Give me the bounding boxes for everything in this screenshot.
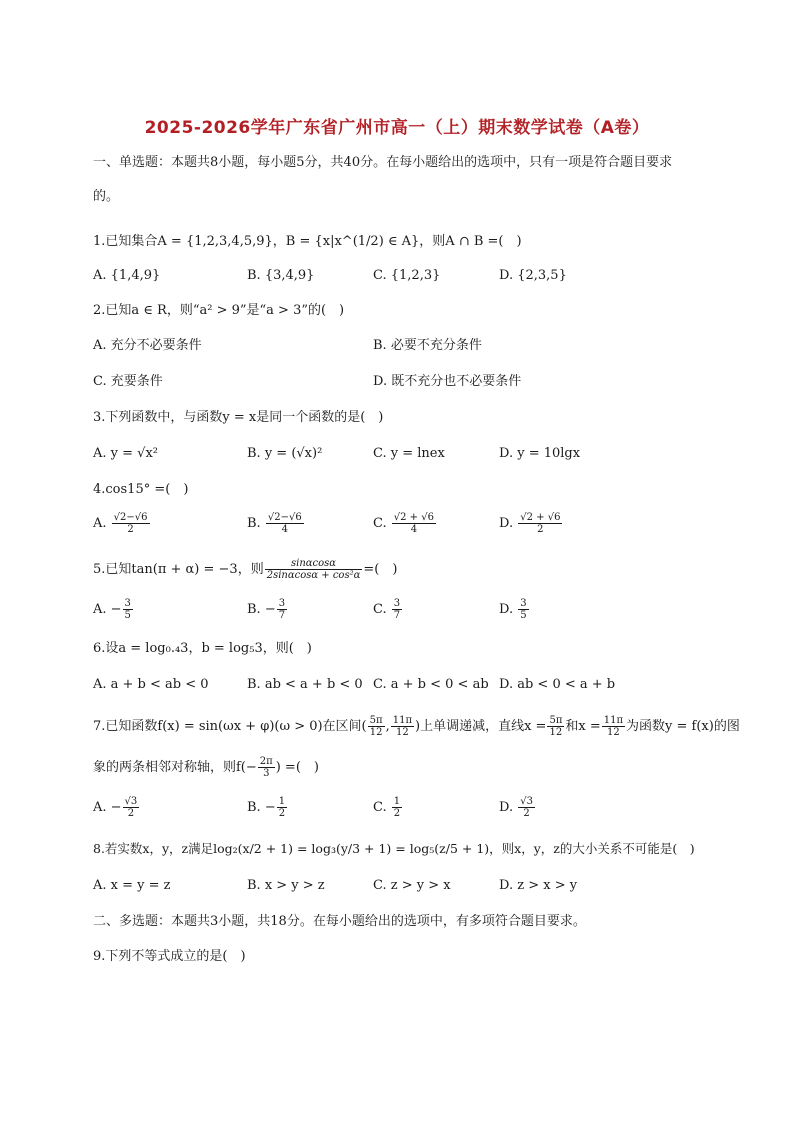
q4-option-b	[247, 512, 305, 535]
q7-option-a	[93, 796, 140, 819]
q7-fraction-2	[391, 715, 414, 738]
q4-option-c	[373, 512, 437, 535]
q4-option-c-fraction	[392, 512, 436, 535]
q4-c-numerator: √2 + √6	[393, 512, 434, 523]
q1-option-b: B. {3,4,9}	[247, 268, 315, 283]
q5-option-b-label: B. −	[247, 602, 276, 617]
question-3-stem: 3.下列函数中，与函数y = x是同一个函数的是( )	[93, 410, 384, 425]
q4-b-denominator: 4	[281, 524, 288, 535]
q5-option-d-fraction	[518, 598, 528, 621]
q5-b-numerator: 3	[278, 598, 286, 609]
q7-option-c-label: C.	[373, 800, 387, 815]
q3-option-a: A. y = √x²	[93, 446, 158, 461]
q5-stem-fraction	[265, 558, 363, 581]
q7-d-numerator: √3	[520, 796, 533, 807]
q7-b-numerator: 1	[278, 796, 286, 807]
q6-option-a: A. a + b < ab < 0	[93, 677, 209, 692]
q5-option-d	[499, 598, 530, 621]
q4-option-a-fraction	[112, 512, 150, 535]
question-7-stem-line-2	[93, 756, 319, 779]
q4-c-denominator: 4	[410, 524, 418, 535]
q7-f5-denominator: 3	[263, 768, 270, 779]
q7-b-denominator: 2	[278, 808, 286, 819]
q5-option-d-label: D.	[499, 602, 514, 617]
q6-option-c: C. a + b < 0 < ab	[373, 677, 489, 692]
question-2-stem: 2.已知a ∈ R，则“a² > 9”是“a > 3”的( )	[93, 303, 345, 318]
q4-option-b-label: B.	[247, 516, 261, 531]
q7-stem-suffix: 为函数y = f(x)的图	[626, 719, 740, 734]
exam-title: 2025-2026学年广东省广州市高一（上）期末数学试卷（A卷）	[144, 118, 650, 138]
q8-option-c: C. z > y > x	[373, 878, 451, 893]
q7-f2-numerator: 11π	[392, 715, 413, 726]
q4-d-numerator: √2 + √6	[520, 512, 561, 523]
q4-option-a	[93, 512, 151, 535]
q5-d-numerator: 3	[520, 598, 527, 609]
q5-option-b	[247, 598, 288, 621]
q5-stem-numerator: sinαcosα	[265, 558, 363, 570]
question-5-stem	[93, 558, 397, 581]
q5-option-c-fraction	[392, 598, 402, 621]
q7-fraction-5	[258, 756, 275, 779]
q2-option-a: A. 充分不必要条件	[93, 338, 202, 353]
q7-option-b-fraction	[277, 796, 287, 819]
q5-stem-suffix: =( )	[363, 562, 398, 577]
q5-option-c	[373, 598, 403, 621]
q7-f1-denominator: 12	[369, 727, 383, 738]
q7-f4-denominator: 12	[607, 727, 620, 738]
q7-f5-numerator: 2π	[259, 756, 273, 767]
q5-option-a-label: A. −	[93, 602, 122, 617]
q7-option-d-label: D.	[499, 800, 514, 815]
q7-stem2-suffix: ) =( )	[275, 760, 319, 775]
q4-option-b-fraction	[266, 512, 304, 535]
q5-a-numerator: 3	[124, 598, 131, 609]
q7-stem2-prefix: 象的两条相邻对称轴，则f(−	[93, 760, 257, 775]
q2-option-d: D. 既不充分也不必要条件	[373, 374, 522, 389]
question-7-stem-line-1: 7.已知函数f(x) = sin(ωx + φ)(ω > 0)在区间( $\frac{5\pi}{12}$ , $\frac{11\pi}{12}$ )上单调递减，直线x = $\frac{5\pi}{12}$ 和x = $\frac{11\pi}{12}$ 为函数y = f(x)的图	[93, 715, 740, 738]
q7-option-b-label: B. −	[247, 800, 276, 815]
q7-option-b	[247, 796, 288, 819]
q7-option-a-label: A. −	[93, 800, 122, 815]
q8-option-d: D. z > x > y	[499, 878, 578, 893]
q7-c-denominator: 2	[393, 808, 401, 819]
section-1-heading: 一、单选题：本题共8小题，每小题5分，共40分。在每小题给出的选项中，只有一项是符合题目要求的。	[93, 155, 673, 204]
q7-d-denominator: 2	[523, 808, 530, 819]
q7-stem-prefix: 7.已知函数f(x) = sin(ωx + φ)(ω > 0)在区间(	[93, 719, 367, 734]
q4-d-denominator: 2	[537, 524, 544, 535]
question-8-stem: 8.若实数x，y，z满足log₂(x/2 + 1) = log₃(y/3 + 1) = log₅(z/5 + 1)，则x，y，z的大小关系不可能是( )	[93, 841, 695, 856]
q3-option-b: B. y = (√x)²	[247, 446, 323, 461]
q5-stem-prefix: 5.已知tan(π + α) = −3，则	[93, 562, 264, 577]
q5-a-denominator: 5	[124, 610, 131, 621]
q7-c-numerator: 1	[393, 796, 401, 807]
question-6-stem: 6.设a = log₀.₄3，b = log₅3，则( )	[93, 641, 312, 656]
q2-option-c: C. 充要条件	[93, 374, 163, 389]
q5-d-denominator: 5	[520, 610, 527, 621]
q6-option-d: D. ab < 0 < a + b	[499, 677, 616, 692]
q6-option-b: B. ab < a + b < 0	[247, 677, 363, 692]
q7-fraction-3	[547, 715, 564, 738]
q7-f1-numerator: 5π	[369, 715, 383, 726]
q7-option-a-fraction	[123, 796, 140, 819]
q1-option-d: D. {2,3,5}	[499, 268, 567, 283]
q5-option-b-fraction	[277, 598, 287, 621]
q7-a-numerator: √3	[124, 796, 138, 807]
q3-option-d: D. y = 10lgx	[499, 446, 581, 461]
q5-option-a	[93, 598, 134, 621]
q7-fraction-1	[368, 715, 385, 738]
q4-option-d-fraction	[518, 512, 562, 535]
q7-fraction-4	[602, 715, 625, 738]
q5-option-a-fraction	[123, 598, 133, 621]
q8-option-b: B. x > y > z	[247, 878, 325, 893]
q5-stem-denominator: 2sinαcosα + cos²α	[266, 570, 361, 581]
section-2-heading: 二、多选题：本题共3小题，共18分。在每小题给出的选项中，有多项符合题目要求。	[93, 914, 586, 929]
q7-f3-numerator: 5π	[549, 715, 563, 726]
q3-option-c: C. y = lnex	[373, 446, 445, 461]
q1-option-a: A. {1,4,9}	[93, 268, 161, 283]
q4-b-numerator: √2−√6	[267, 512, 302, 523]
question-4-stem: 4.cos15° =( )	[93, 482, 189, 497]
q4-option-d	[499, 512, 563, 535]
q1-option-c: C. {1,2,3}	[373, 268, 441, 283]
q7-f4-numerator: 11π	[603, 715, 624, 726]
q7-option-c-fraction	[392, 796, 402, 819]
q4-option-a-label: A.	[93, 516, 107, 531]
q7-f3-denominator: 12	[549, 727, 563, 738]
q8-option-a: A. x = y = z	[93, 878, 171, 893]
question-1-stem: 1.已知集合A = {1,2,3,4,5,9}，B = {x|x^(1/2) ∈ A}，则A ∩ B =( )	[93, 234, 522, 249]
q7-option-c	[373, 796, 403, 819]
q7-f2-denominator: 12	[396, 727, 409, 738]
q4-option-d-label: D.	[499, 516, 514, 531]
question-9-stem: 9.下列不等式成立的是( )	[93, 949, 246, 964]
q4-a-numerator: √2−√6	[113, 512, 148, 523]
q5-b-denominator: 7	[278, 610, 286, 621]
q7-option-d	[499, 796, 536, 819]
q2-option-b: B. 必要不充分条件	[373, 338, 482, 353]
q7-stem-mid-1: )上单调递减，直线x =	[415, 719, 547, 734]
q7-option-d-fraction	[518, 796, 535, 819]
q4-option-c-label: C.	[373, 516, 387, 531]
q5-c-numerator: 3	[393, 598, 401, 609]
q7-a-denominator: 2	[127, 808, 135, 819]
q5-option-c-label: C.	[373, 602, 387, 617]
q4-a-denominator: 2	[127, 524, 134, 535]
q7-stem-mid-2: 和x =	[565, 719, 601, 734]
q5-c-denominator: 7	[393, 610, 401, 621]
